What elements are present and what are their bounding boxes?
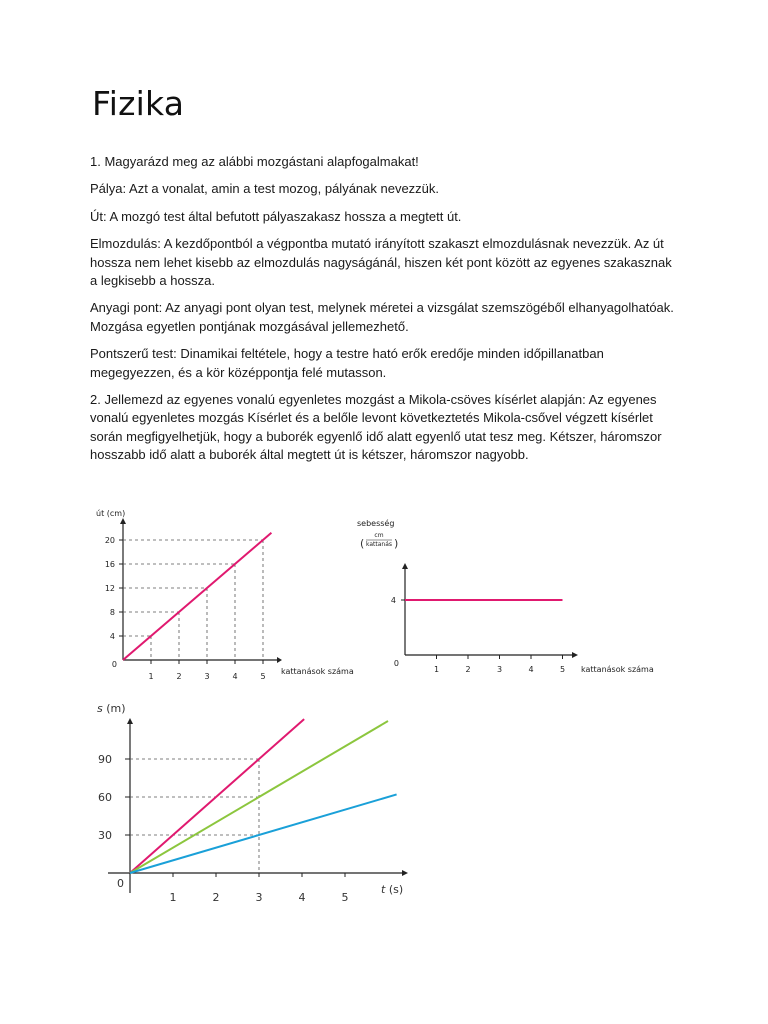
x-axis-label: kattanások száma — [581, 665, 654, 674]
x-axis-unit: (s) — [385, 883, 404, 896]
y-tick-label: 16 — [104, 560, 115, 569]
y-axis-label — [97, 702, 126, 715]
paragraph-anyagi-pont: Anyagi pont: Az anyagi pont olyan test, melynek méretei a vizsgálat szemszögéből elhanyagolhatóak. Mozgása egyetlen pontjának mozgásával jellemezhető. — [90, 300, 674, 334]
series-line-3 — [130, 794, 397, 873]
y-axis-unit: (m) — [102, 702, 126, 715]
paragraph-pontszeru-test: Pontszerű test: Dinamikai feltétele, hogy a testre ható erők eredője minden időpillanatban megegyezzen, és a kör középpontja felé mutasson. — [90, 346, 604, 380]
y-tick-label: 12 — [104, 584, 115, 593]
y-axis-arrow — [127, 718, 133, 724]
paragraph-question-2: 2. Jellemezd az egyenes vonalú egyenletes mozgást a Mikola-csöves kísérlet alapján: Az egyenes vonalú egyenletes mozgás Kísérlet és a belőle levont következtetés Mikola-csővel végzett kísérlet során megfigyelhetjük, hogy a buborék egyenlő idő alatt egyenlő utat tesz meg. Kétszer, háromszor hosszabb idő alatt a buborék által megtett út is kétszer, háromszor nagyobb. — [90, 392, 662, 463]
y-tick-label: 90 — [98, 752, 112, 766]
chart-sebesseg-kattanas — [357, 518, 654, 674]
unit-paren-left: ( — [360, 537, 365, 550]
paragraph-elmozdulas: Elmozdulás: A kezdőpontból a végpontba mutató irányított szakaszt elmozdulásnak nevezzük. Az út hossza nem lehet kisebb az elmozdulás nagyságánál, hiszen két pont között az egyenes szakasznak a legkisebb a hossza. — [90, 236, 672, 289]
x-tick-label: 2 — [465, 665, 471, 674]
x-tick-label: 1 — [169, 891, 177, 904]
y-tick-label: 20 — [104, 536, 115, 545]
origin-label: 0 — [111, 660, 117, 669]
x-axis-label — [381, 883, 403, 896]
x-tick-label: 4 — [232, 672, 238, 681]
y-tick-label: 60 — [98, 790, 112, 804]
x-tick-label: 4 — [298, 891, 306, 904]
x-tick-label: 1 — [433, 665, 440, 674]
x-tick-label: 3 — [204, 672, 210, 681]
x-tick-label: 2 — [212, 891, 220, 904]
y-tick-label: 4 — [109, 632, 115, 641]
x-tick-label: 2 — [176, 672, 182, 681]
x-axis-variable: t — [381, 883, 386, 896]
unit-denominator: kattanás — [365, 541, 393, 548]
x-axis-arrow — [402, 870, 408, 876]
x-tick-label: 5 — [559, 665, 566, 674]
y-tick-label: 4 — [390, 596, 396, 605]
x-axis-arrow — [277, 657, 282, 663]
x-tick-label: 1 — [148, 672, 154, 681]
y-axis-label: sebesség — [357, 519, 395, 528]
y-axis-label: út (cm) — [96, 509, 126, 518]
document-title: Fizika — [92, 84, 185, 123]
paragraph-question-1: 1. Magyarázd meg az alábbi mozgástani alapfogalmakat! — [90, 154, 419, 169]
y-axis-arrow — [402, 563, 408, 569]
series-line-ut — [123, 533, 271, 660]
series-line-1 — [130, 719, 304, 873]
origin-label: 0 — [117, 877, 124, 890]
unit-paren-right: ) — [394, 537, 399, 550]
unit-numerator: cm — [374, 532, 384, 539]
x-tick-label: 3 — [496, 665, 503, 674]
origin-label: 0 — [393, 659, 399, 668]
x-tick-label: 5 — [260, 672, 266, 681]
chart-ut-kattanas — [96, 509, 354, 681]
paragraph-ut: Út: A mozgó test által befutott pályaszakasz hossza a megtett út. — [90, 208, 462, 224]
x-tick-label: 3 — [255, 891, 263, 904]
chart-s-t — [97, 702, 408, 904]
x-axis-arrow — [572, 652, 578, 658]
paragraph-palya: Pálya: Azt a vonalat, amin a test mozog, pályának nevezzük. — [90, 181, 440, 197]
y-tick-label: 30 — [98, 828, 112, 842]
y-axis-variable: s — [97, 702, 103, 715]
x-axis-label: kattanások száma — [281, 667, 354, 676]
y-axis-arrow — [120, 518, 126, 524]
y-tick-label: 8 — [109, 608, 115, 617]
x-tick-label: 5 — [341, 891, 349, 904]
x-tick-label: 4 — [528, 665, 534, 674]
